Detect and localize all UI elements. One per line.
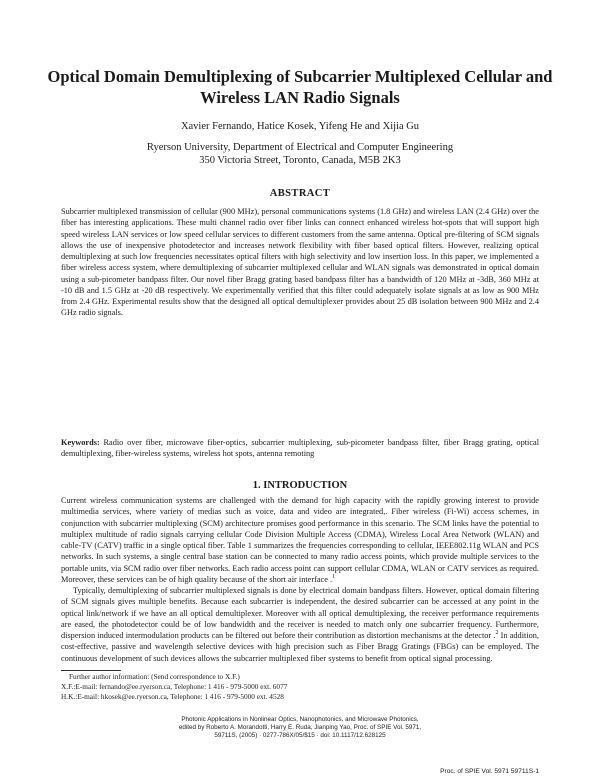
abstract-text: Subcarrier multiplexed transmission of cellular (900 MHz), personal communications systems (1.8 GHz) and wireless LAN (2.4 GHz) over the fiber has interesting applications. These multi channel radio over fiber links can connect enhanced wireless hot-spots that will support high speed wireless LAN services or low speed cellular services to different customers from the same antenna. Optical pre-filtering of SCM signals allows the use of inexpensive photodetector and increases network flexibility with fiber based optical filters. However, realizing optical demultiplexing at such low frequencies necessitates optical filters with high selectivity and low insertion loss. In this paper, we implemented a fiber wireless access system, where demultiplexing of subcarrier multiplexed cellular and WLAN signals was demonstrated in optical domain using a sub-picometer bandpass filter. Our novel fiber Bragg grating based bandpass filter has a bandwidth of 120 MHz at -3dB, 360 MHz at -10 dB and 1.5 GHz at -20 dB respectively. We experimentally verified that this filter could adequately isolate signals at as low as 900 MHz from 2.4 GHz. Experimental results show that the designed all optical demultiplexer provides about 25 dB isolation between 900 MHz and 2.4 GHz radio signals.	[61, 207, 539, 318]
page-footer: Proc. of SPIE Vol. 5971 59711S-1	[440, 768, 539, 775]
introduction-paragraph-1	[61, 495, 539, 585]
footnote-divider	[61, 670, 121, 671]
abstract-heading: ABSTRACT	[269, 188, 331, 199]
citation-line-1: Photonic Applications in Nonlinear Optics, Nanophotonics, and Microwave Photonics,	[181, 716, 419, 723]
intro-para-2-text-b: In addition, cost-effective, passive and wavelength selective devices with high precision such as Fiber Bragg Gratings (FBGs) can be employed. The continuous development of such devices allows the subcarrier multiplexed fiber systems to benefit from optical signal processing.	[61, 631, 539, 663]
footnote-line-2: X.F.:E-mail: fernando@ee.ryerson.ca, Telephone: 1 416 - 979-5000 ext. 6077	[61, 681, 288, 691]
affiliation	[40, 141, 560, 167]
introduction-paragraph-2	[61, 585, 539, 664]
intro-para-2-text-a: Typically, demultiplexing of subcarrier multiplexed signals is done by electrical domain bandpass filters. However, optical domain filtering of SCM signals gives multiple benefits. Because each subcarrier is independent, the desired subcarrier can be accessed at any point in the optical link/network if we have an all optical demultiplexer. Moreover with all optical demultiplexing, the receiver performance requirements are eased, the photodetector could be of low bandwidth and the receiver is needed to match only one subcarrier frequency. Furthermore, dispersion induced intermodulation products can be filtered out before their contribution as distortion mechanisms at the detector .	[61, 586, 539, 640]
keywords-text: Radio over fiber, microwave fiber-optics, subcarrier multiplexing, sub-picometer bandpass filter, fiber Bragg grating, optical demultiplexing, fiber-wireless systems, wireless hot spots, antenna remoting	[61, 438, 540, 459]
keywords	[61, 437, 539, 460]
footnote-line-3: H.K.:E-mail: hkosek@ee.ryerson.ca, Telephone: 1 416 - 979-5000 ext. 4528	[61, 691, 284, 701]
reference-1[interactable]: 1	[332, 573, 336, 580]
affiliation-line-1: Ryerson University, Department of Electrical and Computer Engineering	[146, 142, 454, 153]
footnote-line-1: Further author information: (Send correspondence to X.F.)	[69, 672, 240, 681]
intro-para-1-text: Current wireless communication systems are challenged with the demand for high capacity with the rapidly growing interest to provide multimedia services, where variety of medias such as voice, data and video are integrated,. Fiber wireless (Fi-Wi) access schemes, in conjunction with subcarrier multiplexing (SCM) architecture promises good performance in this scenario. The SCM links have the potential to multiplex multitude of radio signals carrying cellular Code Division Multiple Access (CDMA), Wireless Local Area Network (WLAN) and cable-TV (CATV) traffic in a single optical fiber. Table 1 summarizes the frequencies corresponding to cellular, IEEE802.11g WLAN and PCS networks. In such systems, a single central base station can be connected to many radio access points, which provide multiple services to the portable units, via SCM radio over fiber networks. Each radio access point can support cellular CDMA, WLAN or CATV services as required. Moreover, these services can be of high quality because of the short air interface .	[61, 496, 539, 584]
footnotes	[61, 672, 539, 701]
citation-line-2: edited by Roberto A. Morandotti, Harry E. Ruda, Jianping Yao, Proc. of SPIE Vol. 5971,	[178, 724, 422, 731]
author-list: Xavier Fernando, Hatice Kosek, Yifeng He and Xijia Gu	[180, 121, 420, 132]
introduction-heading: 1. INTRODUCTION	[252, 480, 348, 491]
citation-line-3: 59711S, (2005) · 0277-786X/05/$15 · doi: 10.1117/12.628125	[214, 732, 386, 739]
publication-citation	[100, 716, 500, 740]
keywords-label: Keywords:	[61, 438, 100, 447]
reference-2[interactable]: 2	[495, 630, 499, 637]
affiliation-line-2: 350 Victoria Street, Toronto, Canada, M5B 2K3	[199, 155, 401, 166]
paper-title: Optical Domain Demultiplexing of Subcarrier Multiplexed Cellular and Wireless LAN Radio Signals	[47, 67, 553, 107]
